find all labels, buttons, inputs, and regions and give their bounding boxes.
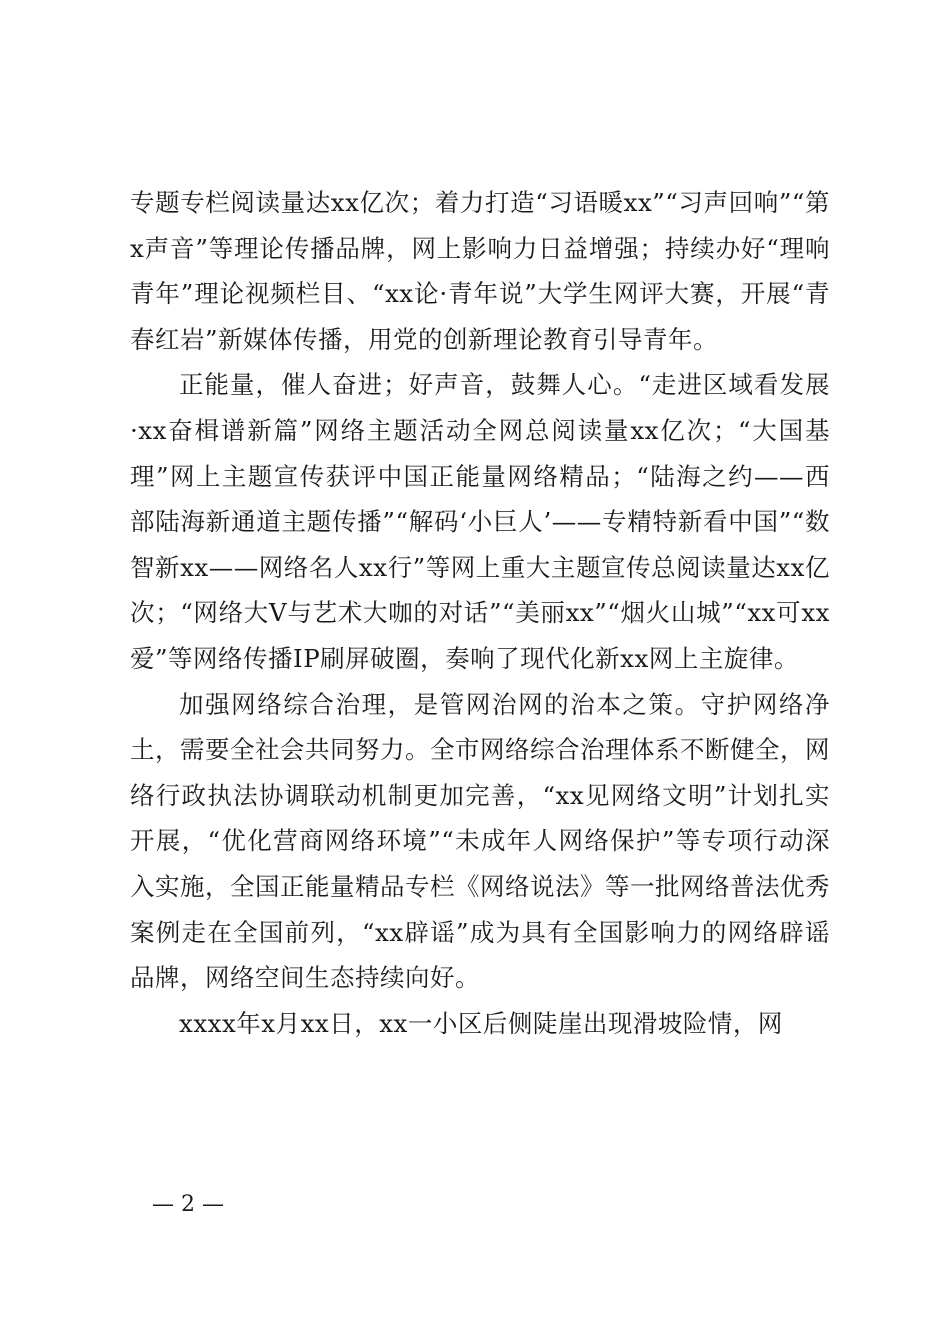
paragraph-2: 正能量，催人奋进；好声音，鼓舞人心。“走进区域看发展·xx奋楫谱新篇”网络主题活动全网总阅读量xx亿次；“大国基理”网上主题宣传获评中国正能量网络精品；“陆海之约——西部陆海新通道主题传播”“解码‘小巨人’——专精特新看中国”“数智新xx——网络名人xx行”等网上重大主题宣传总阅读量达xx亿次；“网络大V与艺术大咖的对话”“美丽xx”“烟火山城”“xx可xx爱”等网络传播IP刷屏破圈，奏响了现代化新xx网上主旋律。	[130, 370, 830, 673]
paragraph-3: 加强网络综合治理，是管网治网的治本之策。守护网络净土，需要全社会共同努力。全市网络综合治理体系不断健全，网络行政执法协调联动机制更加完善，“xx见网络文明”计划扎实开展，“优化营商网络环境”“未成年人网络保护”等专项行动深入实施，全国正能量精品专栏《网络说法》等一批网络普法优秀案例走在全国前列，“xx辟谣”成为具有全国影响力的网络辟谣品牌，网络空间生态持续向好。	[130, 689, 830, 993]
document-body	[130, 180, 830, 1046]
page-number: — 2 —	[152, 1192, 224, 1217]
paragraph-1: 专题专栏阅读量达xx亿次；着力打造“习语暖xx”“习声回响”“第x声音”等理论传播品牌，网上影响力日益增强；持续办好“理响青年”理论视频栏目、“xx论·青年说”大学生网评大赛，开展“青春红岩”新媒体传播，用党的创新理论教育引导青年。	[130, 188, 830, 354]
paragraph-4: xxxx年x月xx日，xx一小区后侧陡崖出现滑坡险情，网	[179, 1008, 783, 1038]
